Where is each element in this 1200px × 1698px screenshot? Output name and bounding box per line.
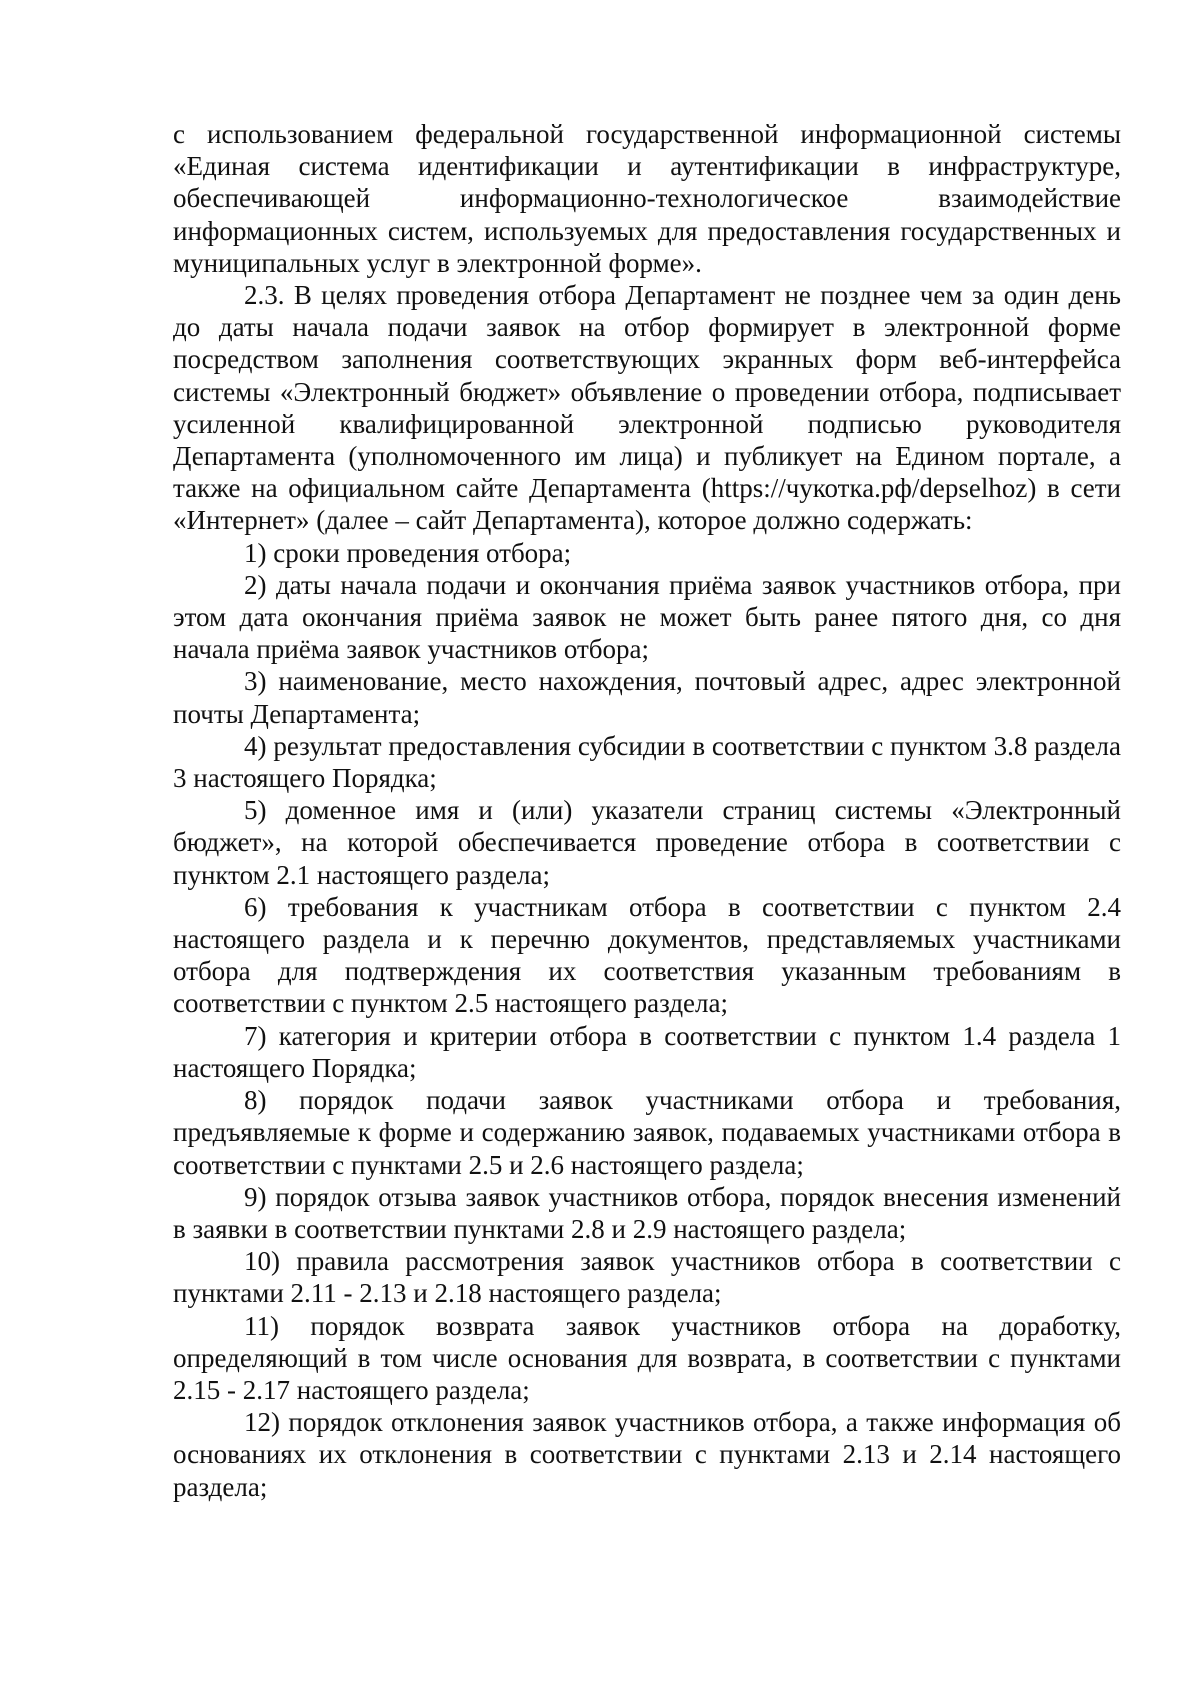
document-page	[173, 118, 1121, 1503]
list-item-8: 8) порядок подачи заявок участниками отбора и требования, предъявляемые к форме и содержанию заявок, подаваемых участниками отбора в соответствии с пунктами 2.5 и 2.6 настоящего раздела;	[173, 1085, 1121, 1180]
list-item-3: 3) наименование, место нахождения, почтовый адрес, адрес электронной почты Департамента;	[173, 666, 1121, 729]
list-item-12: 12) порядок отклонения заявок участников отбора, а также информация об основаниях их отклонения в соответствии с пунктами 2.13 и 2.14 настоящего раздела;	[173, 1407, 1121, 1502]
list-item-7: 7) категория и критерии отбора в соответствии с пунктом 1.4 раздела 1 настоящего Порядка;	[173, 1020, 1121, 1083]
list-item-5: 5) доменное имя и (или) указатели страниц системы «Электронный бюджет», на которой обеспечивается проведение отбора в соответствии с пунктом 2.1 настоящего раздела;	[173, 795, 1121, 890]
paragraph-continuation: с использованием федеральной государственной информационной системы «Единая система идентификации и аутентификации в инфраструктуре, обеспечивающей информационно-технологическое взаимодействие информационных систем, используемых для предоставления государственных и муниципальных услуг в электронной форме».	[173, 119, 1121, 278]
list-item-2: 2) даты начала подачи и окончания приёма заявок участников отбора, при этом дата окончания приёма заявок не может быть ранее пятого дня, со дня начала приёма заявок участников отбора;	[173, 569, 1121, 665]
list-item-11: 11) порядок возврата заявок участников отбора на доработку, определяющий в том числе основания для возврата, в соответствии с пунктами 2.15 - 2.17 настоящего раздела;	[173, 1310, 1121, 1405]
list-item-6: 6) требования к участникам отбора в соответствии с пунктом 2.4 настоящего раздела и к перечню документов, представляемых участниками отбора для подтверждения их соответствия указанным требованиям в соответствии с пунктом 2.5 настоящего раздела;	[173, 891, 1121, 1019]
paragraph-2-3: 2.3. В целях проведения отбора Департамент не позднее чем за один день до даты начала подачи заявок на отбор формирует в электронной форме посредством заполнения соответствующих экранных форм веб-интерфейса системы «Электронный бюджет» объявление о проведении отбора, подписывает усиленной квалифицированной электронной подписью руководителя Департамента (уполномоченного им лица) и публикует на Едином портале, а также на официальном сайте Департамента (https://чукотка.рф/depselhoz) в сети «Интернет» (далее – сайт Департамента), которое должно содержать:	[173, 280, 1121, 536]
list-item-9: 9) порядок отзыва заявок участников отбора, порядок внесения изменений в заявки в соответствии пунктами 2.8 и 2.9 настоящего раздела;	[173, 1181, 1121, 1244]
list-item-1: 1) сроки проведения отбора;	[244, 537, 572, 568]
list-item-10: 10) правила рассмотрения заявок участников отбора в соответствии с пунктами 2.11 - 2.13 и 2.18 настоящего раздела;	[173, 1246, 1121, 1309]
list-item-4: 4) результат предоставления субсидии в соответствии с пунктом 3.8 раздела 3 настоящего Порядка;	[173, 730, 1121, 794]
